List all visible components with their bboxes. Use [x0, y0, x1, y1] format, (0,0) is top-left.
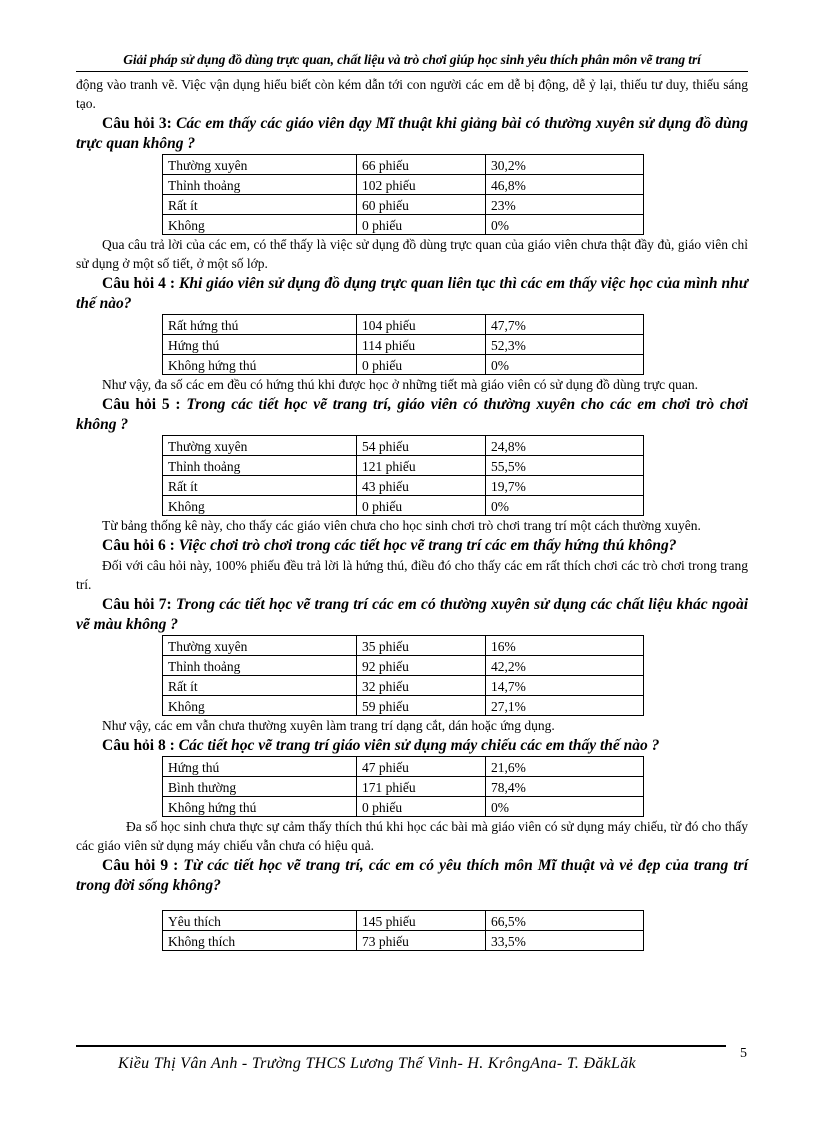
table-cell: 43 phiếu: [357, 476, 486, 496]
table-cell: 0%: [486, 496, 644, 516]
question-4-table: [162, 314, 644, 375]
table-cell: 0 phiếu: [357, 215, 486, 235]
table-cell: 16%: [486, 636, 644, 656]
table-cell: 35 phiếu: [357, 636, 486, 656]
question-7: [76, 595, 748, 635]
table-row: [163, 355, 644, 375]
table-cell: 47,7%: [486, 315, 644, 335]
table-row: [163, 215, 644, 235]
question-5-comment: Từ bảng thống kê này, cho thấy các giáo viên chưa cho học sinh chơi trò chơi trang trí một cách thường xuyên.: [102, 518, 701, 533]
intro-paragraph: động vào tranh vẽ. Việc vận dụng hiểu biết còn kém dẫn tới con người các em dễ bị động, dễ ỷ lại, thiếu tư duy, thiếu sáng tạo.: [76, 77, 748, 111]
table-cell: 66 phiếu: [357, 155, 486, 175]
table-cell: 30,2%: [486, 155, 644, 175]
table-cell: Hứng thú: [163, 757, 357, 777]
table-row: [163, 476, 644, 496]
table-cell: Rất ít: [163, 676, 357, 696]
table-row: [163, 155, 644, 175]
table-cell: 0 phiếu: [357, 355, 486, 375]
question-7-label: Câu hỏi 7:: [102, 596, 172, 613]
table-cell: 145 phiếu: [357, 911, 486, 931]
table-cell: 78,4%: [486, 777, 644, 797]
table-cell: 54 phiếu: [357, 436, 486, 456]
table-cell: 102 phiếu: [357, 175, 486, 195]
table-cell: Không hứng thú: [163, 797, 357, 817]
table-cell: Rất ít: [163, 476, 357, 496]
table-cell: 19,7%: [486, 476, 644, 496]
question-9-text: Từ các tiết học vẽ trang trí, các em có yêu thích môn Mĩ thuật và vẻ đẹp của trang trí trong đời sống không?: [76, 857, 749, 894]
question-3-label: Câu hỏi 3:: [102, 115, 172, 132]
question-3-table: [162, 154, 644, 235]
table-cell: 0%: [486, 797, 644, 817]
question-5: [76, 395, 748, 435]
table-cell: Không thích: [163, 931, 357, 951]
table-row: [163, 496, 644, 516]
question-4-label: Câu hỏi 4 :: [102, 275, 176, 292]
question-4: [76, 274, 748, 314]
table-row: [163, 911, 644, 931]
question-7-comment: Như vậy, các em vẫn chưa thường xuyên làm trang trí dạng cắt, dán hoặc ứng dụng.: [102, 718, 555, 733]
table-cell: Thỉnh thoảng: [163, 656, 357, 676]
question-4-comment: Như vậy, đa số các em đều có hứng thú khi được học ở những tiết mà giáo viên có sử dụng đồ dùng trực quan.: [102, 377, 699, 392]
table-cell: 33,5%: [486, 931, 644, 951]
question-5-label: Câu hỏi 5 :: [102, 396, 181, 413]
question-7-table: [162, 635, 644, 716]
question-9-table: [162, 910, 644, 951]
question-5-table: [162, 435, 644, 516]
table-cell: 14,7%: [486, 676, 644, 696]
table-row: [163, 436, 644, 456]
question-5-text: Trong các tiết học vẽ trang trí, giáo viên có thường xuyên cho các em chơi trò chơi không ?: [76, 396, 748, 433]
footer-rule: [76, 1045, 726, 1047]
table-cell: 0 phiếu: [357, 797, 486, 817]
table-row: [163, 931, 644, 951]
table-row: [163, 676, 644, 696]
table-cell: 121 phiếu: [357, 456, 486, 476]
table-cell: 0%: [486, 215, 644, 235]
question-8-label: Câu hỏi 8 :: [102, 737, 175, 754]
header-rule: [76, 71, 748, 72]
table-cell: 23%: [486, 195, 644, 215]
question-8-text: Các tiết học vẽ trang trí giáo viên sử dụng máy chiếu các em thấy thế nào ?: [178, 737, 660, 754]
page-footer: Kiều Thị Vân Anh - Trường THCS Lương Thế Vinh- H. KrôngAna- T. ĐăkLăk: [118, 1055, 636, 1072]
question-8-comment: Đa số học sinh chưa thực sự cảm thấy thích thú khi học các bài mà giáo viên có sử dụng máy chiếu, từ đó cho thấy các giáo viên sử dụng máy chiếu vẫn chưa có hiệu quả.: [76, 819, 748, 853]
table-cell: Không hứng thú: [163, 355, 357, 375]
spacer: [76, 896, 748, 910]
table-cell: 42,2%: [486, 656, 644, 676]
table-cell: 104 phiếu: [357, 315, 486, 335]
question-3-text: Các em thấy các giáo viên dạy Mĩ thuật khi giảng bài có thường xuyên sử dụng đồ dùng trực quan không ?: [76, 115, 749, 152]
table-cell: 73 phiếu: [357, 931, 486, 951]
question-6-text: Việc chơi trò chơi trong các tiết học vẽ trang trí các em thấy hứng thú không?: [178, 537, 677, 554]
table-cell: 46,8%: [486, 175, 644, 195]
table-cell: Không: [163, 496, 357, 516]
table-cell: 60 phiếu: [357, 195, 486, 215]
page-number: 5: [740, 1046, 747, 1061]
question-7-text: Trong các tiết học vẽ trang trí các em có thường xuyên sử dụng các chất liệu khác ngoài vẽ màu không ?: [76, 596, 748, 633]
question-9: [76, 856, 748, 896]
table-cell: 27,1%: [486, 696, 644, 716]
page-header: Giải pháp sử dụng đồ dùng trực quan, chất liệu và trò chơi giúp học sinh yêu thích phân môn vẽ trang trí: [123, 52, 701, 67]
table-cell: Không: [163, 215, 357, 235]
table-cell: Thường xuyên: [163, 636, 357, 656]
question-6: [76, 536, 748, 556]
table-row: [163, 757, 644, 777]
table-cell: 59 phiếu: [357, 696, 486, 716]
question-8: [76, 736, 748, 756]
table-cell: 0%: [486, 355, 644, 375]
table-row: [163, 636, 644, 656]
table-row: [163, 696, 644, 716]
table-cell: 66,5%: [486, 911, 644, 931]
table-row: [163, 656, 644, 676]
question-6-label: Câu hỏi 6 :: [102, 537, 175, 554]
table-cell: Thường xuyên: [163, 436, 357, 456]
table-cell: 92 phiếu: [357, 656, 486, 676]
table-cell: 52,3%: [486, 335, 644, 355]
question-3: [76, 114, 748, 154]
table-row: [163, 315, 644, 335]
table-cell: Bình thường: [163, 777, 357, 797]
table-cell: Không: [163, 696, 357, 716]
table-cell: 24,8%: [486, 436, 644, 456]
table-row: [163, 335, 644, 355]
table-row: [163, 797, 644, 817]
table-cell: 47 phiếu: [357, 757, 486, 777]
table-row: [163, 456, 644, 476]
table-cell: Thỉnh thoảng: [163, 175, 357, 195]
table-cell: Rất hứng thú: [163, 315, 357, 335]
table-cell: 21,6%: [486, 757, 644, 777]
table-cell: Hứng thú: [163, 335, 357, 355]
table-cell: 171 phiếu: [357, 777, 486, 797]
table-cell: 0 phiếu: [357, 496, 486, 516]
table-cell: Rất ít: [163, 195, 357, 215]
table-cell: 114 phiếu: [357, 335, 486, 355]
table-row: [163, 175, 644, 195]
question-8-table: [162, 756, 644, 817]
table-row: [163, 195, 644, 215]
table-cell: Thỉnh thoảng: [163, 456, 357, 476]
question-6-comment: Đối với câu hỏi này, 100% phiếu đều trả lời là hứng thú, điều đó cho thấy các em rất thích chơi các trò chơi trong trang trí.: [76, 558, 748, 592]
table-row: [163, 777, 644, 797]
table-cell: Thường xuyên: [163, 155, 357, 175]
table-cell: Yêu thích: [163, 911, 357, 931]
table-cell: 55,5%: [486, 456, 644, 476]
question-4-text: Khi giáo viên sử dụng đồ dụng trực quan liên tục thì các em thấy việc học của mình như thế nào?: [76, 275, 748, 312]
question-3-comment: Qua câu trả lời của các em, có thể thấy là việc sử dụng đồ dùng trực quan của giáo viên chưa thật đầy đủ, giáo viên chỉ sử dụng ở một số tiết, ở một số lớp.: [76, 237, 748, 271]
question-9-label: Câu hỏi 9 :: [102, 857, 179, 874]
table-cell: 32 phiếu: [357, 676, 486, 696]
document-body: [76, 75, 748, 951]
